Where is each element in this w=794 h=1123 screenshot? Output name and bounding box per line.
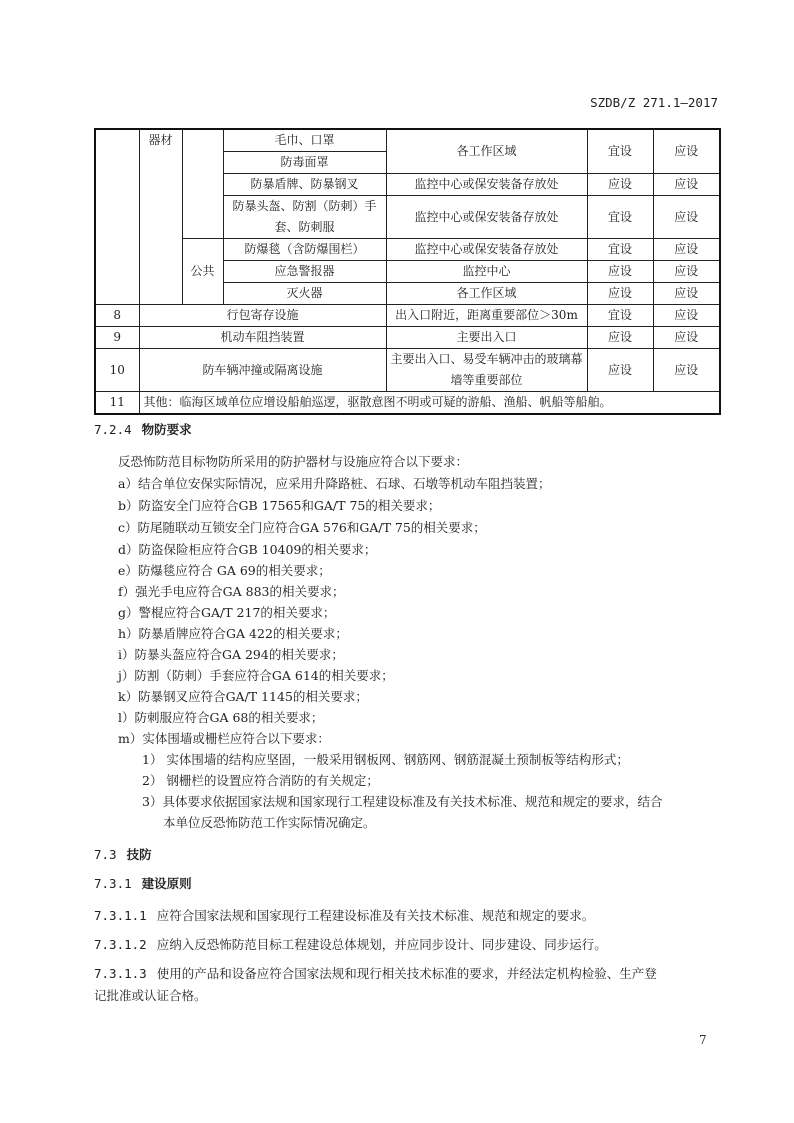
item-cell: 防暴盾牌、防暴钢叉	[223, 174, 386, 196]
row-number: 10	[95, 349, 139, 392]
location-cell: 监控中心或保安装备存放处	[386, 239, 587, 261]
note-cell: 其他：临海区域单位应增设船舶巡逻，驱散意图不明或可疑的游船、渔船、帆船等船舶。	[139, 392, 720, 415]
clause-7-3-1-2	[94, 935, 607, 953]
level-cell: 宜设	[587, 129, 653, 174]
section-number: 7.2.4	[94, 422, 132, 437]
table-row	[95, 239, 720, 261]
level-cell: 应设	[653, 327, 720, 349]
clause-7-3-1-3	[94, 964, 657, 982]
row-number: 8	[95, 305, 139, 327]
category-cell: 器材	[139, 129, 182, 305]
list-item: b）防盗安全门应符合GB 17565和GA/T 75的相关要求；	[118, 498, 441, 513]
list-item: i）防暴头盔应符合GA 294的相关要求；	[118, 647, 344, 662]
list-item: k）防暴钢叉应符合GA/T 1145的相关要求；	[118, 689, 368, 704]
sub-list-item: 1） 实体围墙的结构应坚固，一般采用钢板网、钢筋网、钢筋混凝土预制板等结构形式；	[142, 752, 629, 767]
level-cell: 应设	[653, 305, 720, 327]
item-cell: 行包寄存设施	[139, 305, 386, 327]
item-cell: 机动车阻挡装置	[139, 327, 386, 349]
location-cell: 监控中心或保安装备存放处	[386, 174, 587, 196]
section-title: 物防要求	[141, 422, 192, 437]
row-number: 9	[95, 327, 139, 349]
clause-number: 7.3.1.2	[94, 937, 147, 952]
level-cell: 应设	[653, 129, 720, 174]
list-item: g）警棍应符合GA/T 217的相关要求；	[118, 605, 336, 620]
item-cell: 防暴头盔、防割（防刺）手套、防刺服	[223, 196, 386, 239]
location-cell: 监控中心或保安装备存放处	[386, 196, 587, 239]
level-cell: 宜设	[587, 196, 653, 239]
level-cell: 应设	[653, 283, 720, 305]
section-number: 7.3	[94, 847, 117, 862]
level-cell: 应设	[587, 261, 653, 283]
table-row	[95, 129, 720, 152]
level-cell: 应设	[653, 196, 720, 239]
clause-number: 7.3.1.3	[94, 966, 147, 981]
section-number: 7.3.1	[94, 876, 132, 891]
section-title: 技防	[126, 847, 152, 862]
table-row	[95, 392, 720, 415]
level-cell: 应设	[653, 239, 720, 261]
item-cell: 防毒面罩	[223, 152, 386, 174]
table-row	[95, 349, 720, 392]
requirements-table	[94, 128, 721, 415]
table-cell	[182, 129, 223, 239]
location-cell: 出入口附近，距离重要部位＞30m	[386, 305, 587, 327]
item-cell: 防车辆冲撞或隔离设施	[139, 349, 386, 392]
level-cell: 应设	[587, 283, 653, 305]
location-cell: 主要出入口、易受车辆冲击的玻璃幕墙等重要部位	[386, 349, 587, 392]
item-cell: 防爆毯（含防爆围栏）	[223, 239, 386, 261]
clause-text: 应符合国家法规和国家现行工程建设标准及有关技术标准、规范和规定的要求。	[156, 908, 595, 923]
section-heading-7-3	[94, 845, 152, 863]
list-item: j）防割（防刺）手套应符合GA 614的相关要求；	[118, 668, 394, 683]
section-heading-7-3-1	[94, 874, 192, 892]
intro-paragraph: 反恐怖防范目标物防所采用的防护器材与设施应符合以下要求：	[118, 454, 469, 469]
level-cell: 宜设	[587, 239, 653, 261]
level-cell: 应设	[587, 349, 653, 392]
document-code: SZDB/Z 271.1—2017	[590, 95, 718, 110]
location-cell: 监控中心	[386, 261, 587, 283]
list-item: e）防爆毯应符合 GA 69的相关要求；	[118, 563, 331, 578]
level-cell: 宜设	[587, 305, 653, 327]
level-cell: 应设	[653, 174, 720, 196]
level-cell: 应设	[587, 174, 653, 196]
table-cell	[95, 129, 139, 305]
section-heading-7-2-4	[94, 420, 192, 438]
clause-text: 应纳入反恐怖防范目标工程建设总体规划，并应同步设计、同步建设、同步运行。	[156, 937, 607, 952]
item-cell: 灭火器	[223, 283, 386, 305]
sub-list-item-continuation: 本单位反恐怖防范工作实际情况确定。	[163, 815, 376, 830]
section-title: 建设原则	[141, 876, 192, 891]
list-item: a）结合单位安保实际情况，应采用升降路桩、石球、石墩等机动车阻挡装置；	[118, 476, 551, 491]
row-number: 11	[95, 392, 139, 415]
list-item: l）防刺服应符合GA 68的相关要求；	[118, 710, 324, 725]
subcategory-cell: 公共	[182, 239, 223, 305]
item-cell: 毛巾、口罩	[223, 129, 386, 152]
clause-continuation: 记批准或认证合格。	[94, 988, 207, 1003]
location-cell: 各工作区域	[386, 283, 587, 305]
sub-list-item: 2） 钢栅栏的设置应符合消防的有关规定；	[142, 773, 379, 788]
level-cell: 应设	[587, 327, 653, 349]
list-item: c）防尾随联动互锁安全门应符合GA 576和GA/T 75的相关要求；	[118, 520, 486, 535]
clause-7-3-1-1	[94, 906, 594, 924]
list-item: h）防暴盾牌应符合GA 422的相关要求；	[118, 626, 348, 641]
item-cell: 应急警报器	[223, 261, 386, 283]
table-row	[95, 327, 720, 349]
location-cell: 主要出入口	[386, 327, 587, 349]
sub-list-item: 3）具体要求依据国家法规和国家现行工程建设标准及有关技术标准、规范和规定的要求，结合	[142, 794, 663, 809]
location-cell: 各工作区域	[386, 129, 587, 174]
page-number: 7	[699, 1033, 707, 1047]
level-cell: 应设	[653, 349, 720, 392]
table-row	[95, 305, 720, 327]
list-item: m）实体围墙或栅栏应符合以下要求：	[118, 731, 330, 746]
list-item: f）强光手电应符合GA 883的相关要求；	[118, 584, 345, 599]
level-cell: 应设	[653, 261, 720, 283]
clause-text: 使用的产品和设备应符合国家法规和现行相关技术标准的要求，并经法定机构检验、生产登	[156, 966, 657, 981]
list-item: d）防盗保险柜应符合GB 10409的相关要求；	[118, 542, 377, 557]
clause-number: 7.3.1.1	[94, 908, 147, 923]
